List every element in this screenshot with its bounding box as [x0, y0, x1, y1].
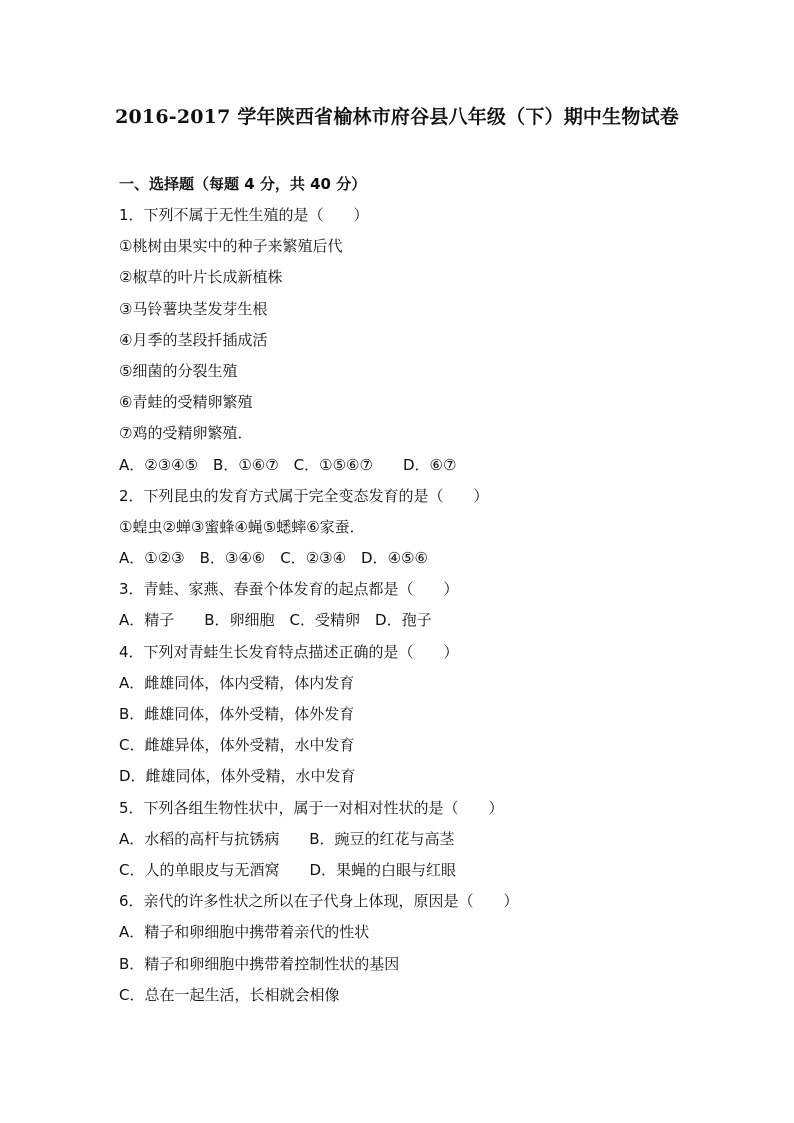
text-line: A．精子 B．卵细胞 C．受精卵 D．孢子: [119, 611, 432, 630]
text-line: 1．下列不属于无性生殖的是（ ）: [119, 206, 369, 224]
text-line: 4．下列对青蛙生长发育特点描述正确的是（ ）: [119, 642, 459, 661]
text-line: 2．下列昆虫的发育方式属于完全变态发育的是（ ）: [119, 486, 489, 505]
text-line: A．②③④⑤ B．①⑥⑦ C．①⑤⑥⑦ D．⑥⑦: [119, 455, 457, 474]
text-line: ⑥青蛙的受精卵繁殖: [119, 393, 253, 412]
text-line: D．雌雄同体，体外受精，水中发育: [119, 767, 356, 786]
text-line: A．水稻的高杆与抗锈病 B．豌豆的红花与高茎: [119, 829, 455, 848]
text-line: ③马铃薯块茎发芽生根: [119, 299, 268, 318]
question-list: [119, 201, 719, 1012]
text-line: ②椒草的叶片长成新植株: [119, 268, 283, 287]
text-line: ④月季的茎段扦插成活: [119, 330, 268, 349]
text-line: A．雌雄同体，体内受精，体内发育: [119, 673, 355, 692]
text-line: C．总在一起生活，长相就会相像: [119, 985, 340, 1004]
section-heading: 一、选择题（每题 4 分，共 40 分）: [119, 175, 367, 193]
text-line: ⑦鸡的受精卵繁殖．: [119, 424, 253, 443]
text-line: C．雌雄异体，体外受精，水中发育: [119, 736, 355, 755]
text-line: 5．下列各组生物性状中，属于一对相对性状的是（ ）: [119, 798, 504, 817]
text-line: 3．青蛙、家燕、春蚕个体发育的起点都是（ ）: [119, 580, 459, 599]
text-line: ①桃树由果实中的种子来繁殖后代: [119, 237, 343, 256]
text-line: ①蝗虫②蝉③蜜蜂④蝇⑤蟋蟀⑥家蚕．: [119, 517, 365, 536]
text-line: ⑤细菌的分裂生殖: [119, 361, 238, 380]
page-title: 2016-2017 学年陕西省榆林市府谷县八年级（下）期中生物试卷: [115, 106, 679, 128]
text-line: 6．亲代的许多性状之所以在子代身上体现，原因是（ ）: [119, 892, 519, 911]
text-line: A．精子和卵细胞中携带着亲代的性状: [119, 923, 370, 942]
text-line: A．①②③ B．③④⑥ C．②③④ D．④⑤⑥: [119, 549, 428, 568]
text-line: B．精子和卵细胞中携带着控制性状的基因: [119, 954, 400, 973]
text-line: B．雌雄同体，体外受精，体外发育: [119, 705, 355, 723]
text-line: C．人的单眼皮与无酒窝 D．果蝇的白眼与红眼: [119, 860, 457, 879]
